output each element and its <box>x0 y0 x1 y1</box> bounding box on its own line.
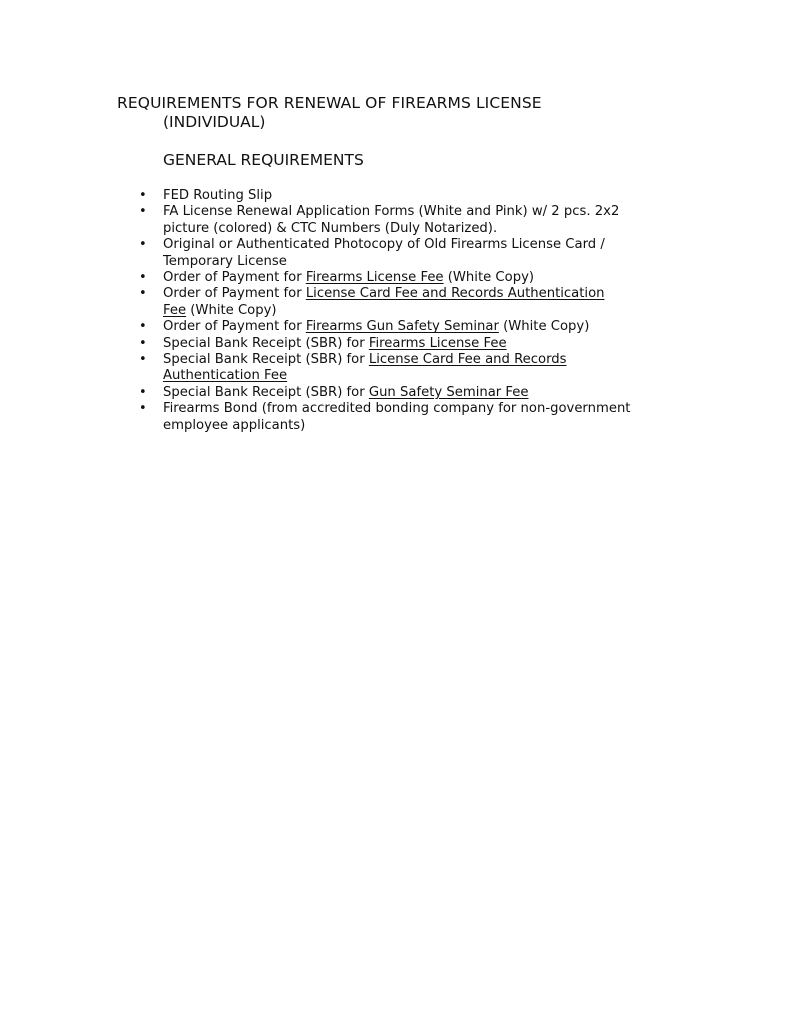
requirement-line <box>163 368 654 384</box>
requirement-line <box>163 270 654 286</box>
bullet-icon: • <box>139 237 147 253</box>
requirement-item <box>134 319 654 335</box>
requirement-line <box>163 286 654 302</box>
requirement-item <box>134 352 654 385</box>
underlined-fee-text: Gun Safety Seminar Fee <box>368 384 529 400</box>
bullet-icon: • <box>139 188 147 203</box>
requirement-text: Order of Payment for <box>163 270 306 286</box>
bullet-icon: • <box>139 270 147 286</box>
requirement-item <box>134 204 654 237</box>
requirement-line <box>163 385 654 401</box>
requirement-text: Order of Payment for <box>163 286 306 302</box>
requirement-item <box>134 237 654 270</box>
underlined-fee-text: License Card Fee and Records Authentication <box>305 286 605 302</box>
requirement-line <box>163 303 654 319</box>
requirement-line <box>163 188 654 204</box>
underlined-fee-text: License Card Fee and Records <box>368 352 567 368</box>
requirement-item <box>134 270 654 286</box>
requirement-text: Order of Payment for <box>163 319 306 335</box>
requirement-text: Special Bank Receipt (SBR) for <box>163 352 369 368</box>
bullet-icon: • <box>139 401 147 417</box>
requirement-item <box>134 385 654 401</box>
bullet-icon: • <box>139 384 147 400</box>
requirement-text: FED Routing Slip <box>163 188 273 203</box>
underlined-fee-text: Firearms License Fee <box>368 335 507 351</box>
underlined-fee-text: Firearms Gun Safety Seminar <box>305 319 499 335</box>
bullet-icon: • <box>139 286 147 302</box>
requirement-line <box>163 254 654 270</box>
underlined-fee-text: Firearms License Fee <box>305 270 444 286</box>
requirement-line <box>163 352 654 368</box>
requirement-line <box>163 204 654 220</box>
requirement-text: Special Bank Receipt (SBR) for <box>163 384 369 400</box>
requirement-text: Special Bank Receipt (SBR) for <box>163 335 369 351</box>
requirement-text: picture (colored) & CTC Numbers (Duly Notarized). <box>163 220 498 236</box>
requirement-text: Firearms Bond (from accredited bonding company for non-government <box>163 401 631 417</box>
requirement-text: FA License Renewal Application Forms (White and Pink) w/ 2 pcs. 2x2 <box>163 204 620 220</box>
requirement-text: Original or Authenticated Photocopy of Old Firearms License Card / <box>163 237 605 253</box>
requirement-item <box>134 188 654 204</box>
section-heading: GENERAL REQUIREMENTS <box>163 151 364 169</box>
requirement-line <box>163 319 654 335</box>
requirements-list <box>134 188 654 434</box>
requirement-line <box>163 221 654 237</box>
requirement-item <box>134 401 654 434</box>
requirement-line <box>163 336 654 352</box>
requirement-line <box>163 418 654 434</box>
bullet-icon: • <box>139 335 147 351</box>
requirement-text: Temporary License <box>163 253 287 269</box>
requirement-text: (White Copy) <box>498 319 590 335</box>
requirement-text: (White Copy) <box>443 270 535 286</box>
bullet-icon: • <box>139 352 147 368</box>
document-subtitle: (INDIVIDUAL) <box>163 113 266 131</box>
requirement-item <box>134 336 654 352</box>
underlined-fee-text: Authentication Fee <box>163 368 288 384</box>
bullet-icon: • <box>139 319 147 335</box>
underlined-fee-text: Fee <box>163 302 187 318</box>
requirement-line <box>163 401 654 417</box>
bullet-icon: • <box>139 204 147 220</box>
requirement-text: employee applicants) <box>163 417 306 433</box>
requirement-text: (White Copy) <box>186 302 277 318</box>
requirement-line <box>163 237 654 253</box>
requirement-item <box>134 286 654 319</box>
document-title: REQUIREMENTS FOR RENEWAL OF FIREARMS LICENSE <box>117 94 542 112</box>
